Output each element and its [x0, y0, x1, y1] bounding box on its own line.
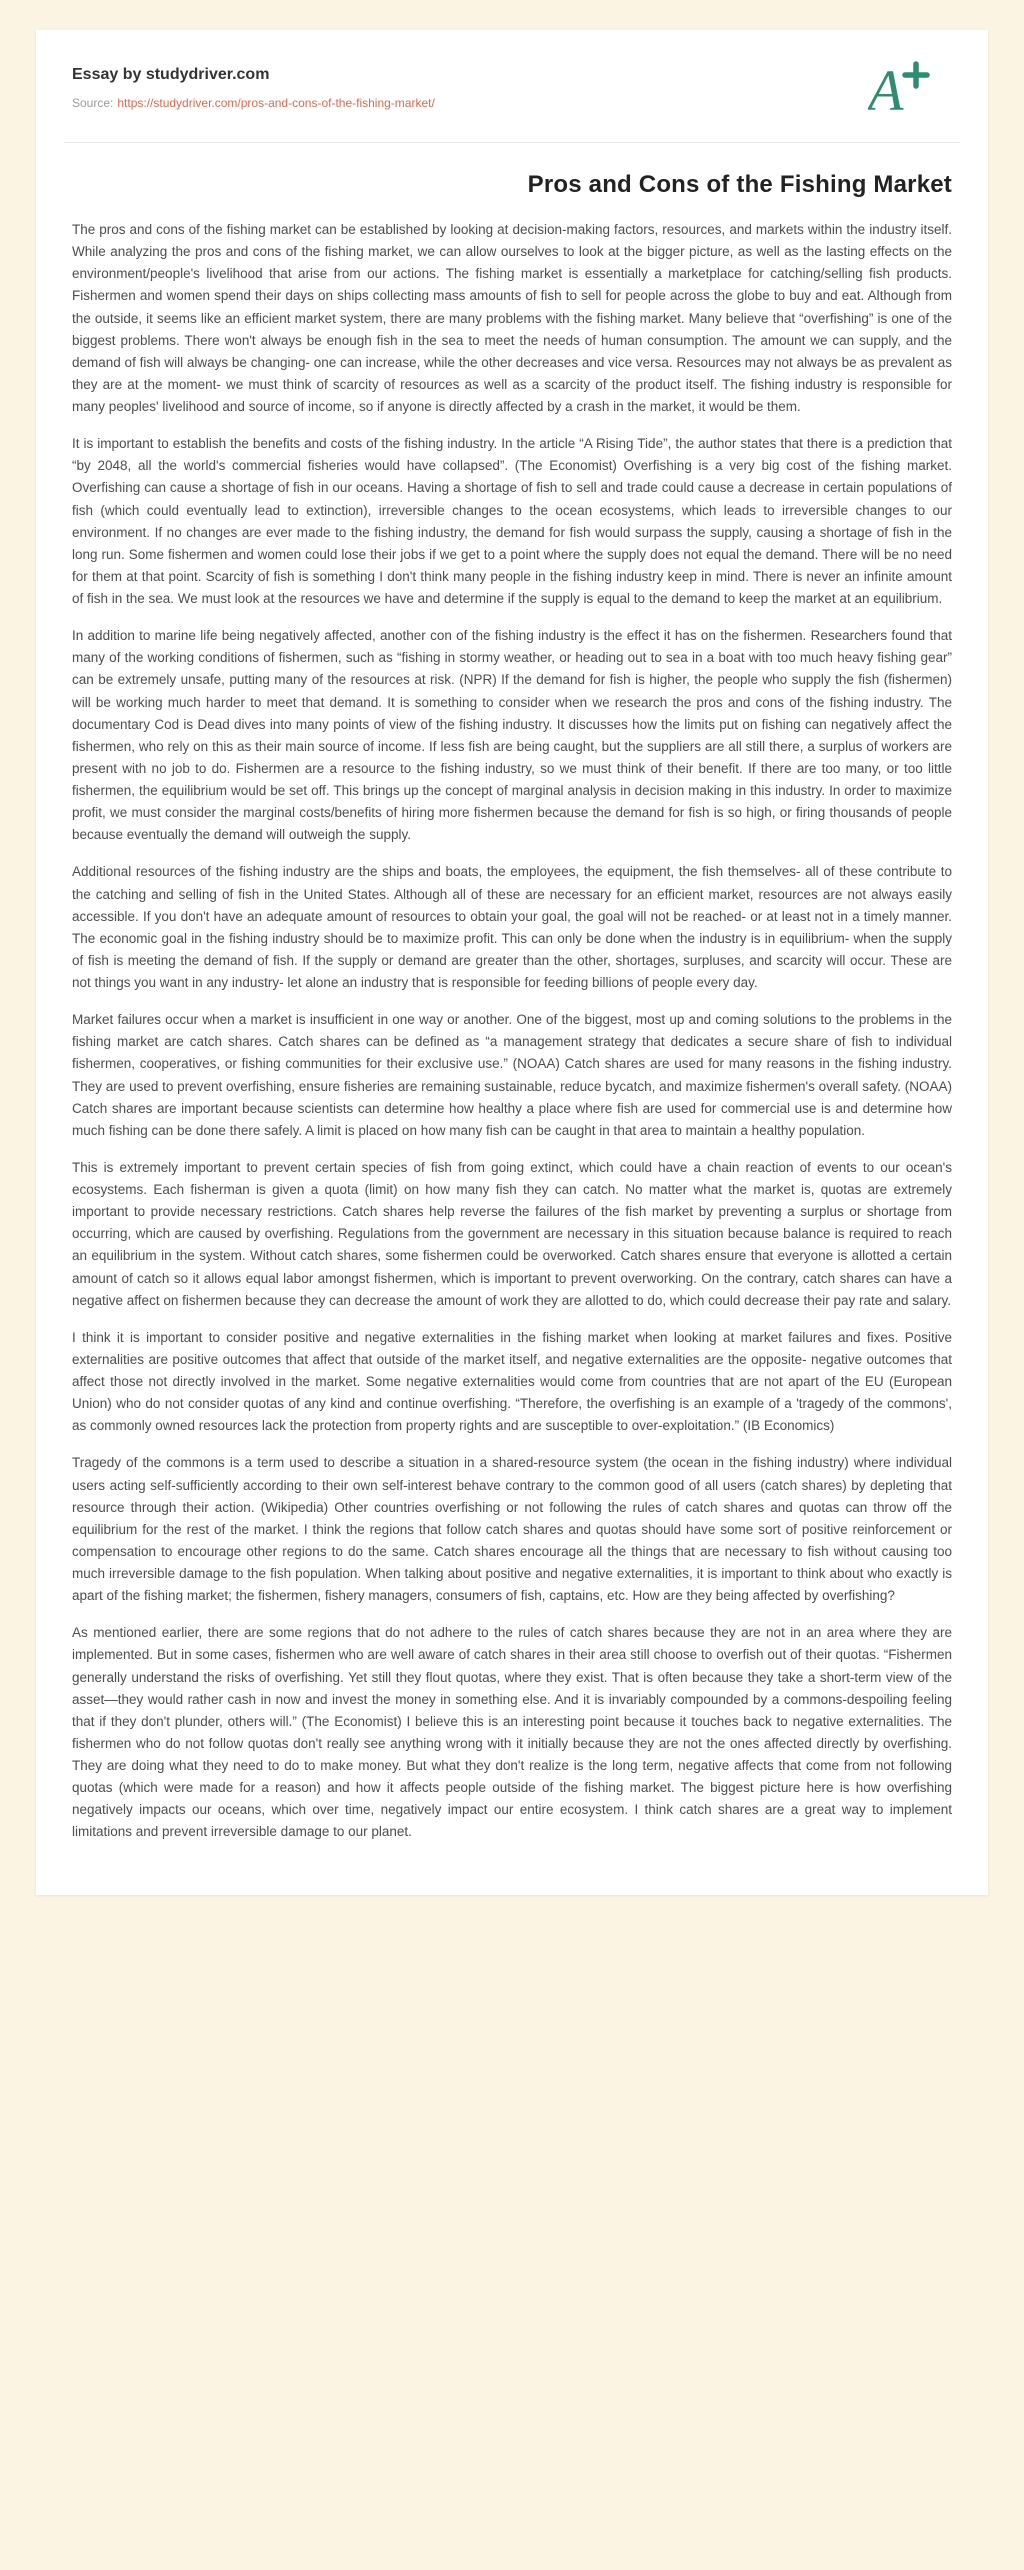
paragraph-9: As mentioned earlier, there are some regions that do not adhere to the rules of catch shares because they are not in an area where they are implemented. But in some cases, fishermen who are well aware of catch shares in their area still choose to overfish out of their quotas. “Fishermen generally understand the risks of overfishing. Yet still they flout quotas, where they exist. That is often because they take a short-term view of the asset—they would rather cash in now and invest the money in something else. And it is invariably compounded by a commons-despoiling feeling that if they don't plunder, others will.” (The Economist) I believe this is an interesting point because it touches back to negative externalities. The fishermen who do not follow quotas don't really see anything wrong with it initially because they are not the ones affected directly by overfishing. They are doing what they need to do to make money. But what they don't realize is the long term, negative affects that come from not following quotas (which were made for a reason) and how it affects people outside of the fishing market. The biggest picture here is how overfishing negatively impacts our oceans, which over time, negatively impact our entire ecosystem. I think catch shares are a great way to implement limitations and prevent irreversible damage to our planet. — [72, 1625, 952, 1840]
paragraph-6: This is extremely important to prevent certain species of fish from going extinct, which could have a chain reaction of events to our ocean's ecosystems. Each fisherman is given a quota (limit) on how many fish they can catch. No matter what the market is, quotas are extremely important to provide necessary restrictions. Catch shares help reverse the failures of the fish market by preventing a surplus or shortage from occurring, which are caused by overfishing. Regulations from the government are necessary in this situation because balance is required to reach an equilibrium in the system. Without catch shares, some fishermen could be overworked. Catch shares ensure that everyone is allotted a certain amount of catch so it allows equal labor amongst fishermen, which is important to prevent overworking. On the contrary, catch shares can have a negative affect on fishermen because they can decrease the amount of work they are allotted to do, which could decrease their pay rate and salary. — [72, 1159, 952, 1308]
paragraph-1: The pros and cons of the fishing market can be established by looking at decision-making factors, resources, and markets within the industry itself. While analyzing the pros and cons of the fishing market, we can allow ourselves to look at the bigger picture, as well as the lasting effects on the environment/people's livelihood that arise from our actions. The fishing market is essentially a marketplace for catching/selling fish products. Fishermen and women spend their days on ships collecting mass amounts of fish to sell for people across the globe to buy and eat. Although from the outside, it seems like an efficient market system, there are many problems with the fishing market. Many believe that “overfishing” is one of the biggest problems. There won't always be enough fish in the sea to meet the needs of human consumption. The amount we can supply, and the demand of fish will always be changing- one can increase, while the other decreases and vice versa. Resources may not always be as prevalent as they are at the moment- we must think of scarcity of resources as well as a scarcity of the product itself. The fishing industry is responsible for many peoples' livelihood and source of income, so if anyone is directly affected by a crash in the market, it would be them. — [72, 222, 952, 414]
document-card — [36, 30, 988, 1895]
studydriver-logo-icon — [868, 56, 932, 120]
svg-text:A: A — [868, 58, 904, 120]
header-text-block — [72, 56, 435, 110]
source-label: Source: — [72, 96, 114, 110]
essay-body — [64, 219, 960, 1844]
paragraph-5: Market failures occur when a market is insufficient in one way or another. One of the biggest, most up and coming solutions to the problems in the fishing market are catch shares. Catch shares can be defined as “a management strategy that dedicates a secure share of fish to individual fishermen, cooperatives, or fishing communities for their exclusive use.” (NOAA) Catch shares are used for many reasons in the fishing industry. They are used to prevent overfishing, ensure fisheries are remaining sustainable, reduce bycatch, and maximize fishermen's overall safety. (NOAA) Catch shares are important because scientists can determine how healthy a place where fish are used for commercial use is and determine how much fishing can be done there safely. A limit is placed on how many fish can be caught in that area to maintain a healthy population. — [72, 1012, 952, 1138]
byline: Essay by studydriver.com — [72, 66, 270, 83]
document-header — [64, 52, 960, 120]
source-line — [72, 96, 435, 110]
source-link[interactable] — [117, 96, 434, 110]
paragraph-2: It is important to establish the benefits and costs of the fishing industry. In the article “A Rising Tide”, the author states that there is a prediction that “by 2048, all the world's commercial fisheries would have collapsed”. (The Economist) Overfishing is a very big cost of the fishing market. Overfishing can cause a shortage of fish in our oceans. Having a shortage of fish to sell and trade could cause a decrease in certain populations of fish (which could eventually lead to extinction), irreversible changes to the ocean ecosystems, which leads to irreversible changes to our environment. If no changes are ever made to the fishing industry, the demand for fish would surpass the supply, causing a shortage of fish in the long run. Some fishermen and women could lose their jobs if we get to a point where the supply does not equal the demand. There will be no need for them at that point. Scarcity of fish is something I don't think many people in the fishing industry keep in mind. There is never an infinite amount of fish in the sea. We must look at the resources we have and determine if the supply is equal to the demand to keep the market at an equilibrium. — [72, 436, 952, 606]
paragraph-3: In addition to marine life being negatively affected, another con of the fishing industry is the effect it has on the fishermen. Researchers found that many of the working conditions of fishermen, such as “fishing in stormy weather, or heading out to sea in a boat with too much heavy fishing gear” can be extremely unsafe, putting many of the resources at risk. (NPR) If the demand for fish is higher, the people who supply the fish (fishermen) will be working much harder to meet that demand. It is something to consider when we research the pros and cons of the fishing industry. The documentary Cod is Dead dives into many points of view of the fishing industry. It discusses how the limits put on fishing can negatively affect the fishermen, who rely on this as their main source of income. If less fish are being caught, but the suppliers are all still there, a surplus of workers are present with no job to do. Fishermen are a resource to the fishing industry, so we must think of their benefit. If there are too many, or too little fishermen, the equilibrium would be set off. This brings up the concept of marginal analysis in decision making in this industry. In order to maximize profit, we must consider the marginal costs/benefits of hiring more fishermen because the demand for fish is so high, or firing thousands of people because eventually the demand will outweigh the supply. — [72, 628, 952, 843]
essay-title: Pros and Cons of the Fishing Market — [527, 171, 952, 198]
source-url-text: https://studydriver.com/pros-and-cons-of-the-fishing-market/ — [117, 96, 435, 110]
paragraph-4: Additional resources of the fishing industry are the ships and boats, the employees, the equipment, the fish themselves- all of these contribute to the catching and selling of fish in the United States. Although all of these are necessary for an efficient market, resources are not always easily accessible. If you don't have an adequate amount of resources to obtain your goal, the goal will not be reached- or at least not in a timely manner. The economic goal in the fishing industry should be to maximize profit. This can only be done when the industry is in equilibrium- when the supply of fish is meeting the demand of fish. If the supply or demand are greater than the other, shortages, surpluses, and scarcity will occur. These are not things you want in any industry- let alone an industry that is responsible for feeding billions of people every day. — [72, 864, 952, 990]
paragraph-8: Tragedy of the commons is a term used to describe a situation in a shared-resource system (the ocean in the fishing industry) where individual users acting self-sufficiently according to their own self-interest behave contrary to the common good of all users (catch shares) by depleting that resource through their action. (Wikipedia) Other countries overfishing or not following the rules of catch shares and quotas can throw off the equilibrium for the rest of the market. I think the regions that follow catch shares and quotas should have some sort of positive reinforcement or compensation to encourage other regions to do the same. Catch shares encourage all the things that are necessary to fish without causing too much irreversible damage to the fish population. When talking about positive and negative externalities, it is important to think about who exactly is apart of the fishing market; the fishermen, fishery managers, consumers of fish, captains, etc. How are they being affected by overfishing? — [72, 1455, 952, 1604]
paragraph-7: I think it is important to consider positive and negative externalities in the fishing market when looking at market failures and fixes. Positive externalities are positive outcomes that affect that outside of the market itself, and negative externalities are the opposite- negative outcomes that affect those not directly involved in the market. Some negative externalities would come from countries that are not apart of the EU (European Union) who do not consider quotas of any kind and continue overfishing. “Therefore, the overfishing is an example of a 'tragedy of the commons', as commonly owned resources lack the protection from property rights and are susceptible to over-exploitation.” (IB Economics) — [72, 1329, 952, 1434]
header-divider — [64, 142, 960, 143]
